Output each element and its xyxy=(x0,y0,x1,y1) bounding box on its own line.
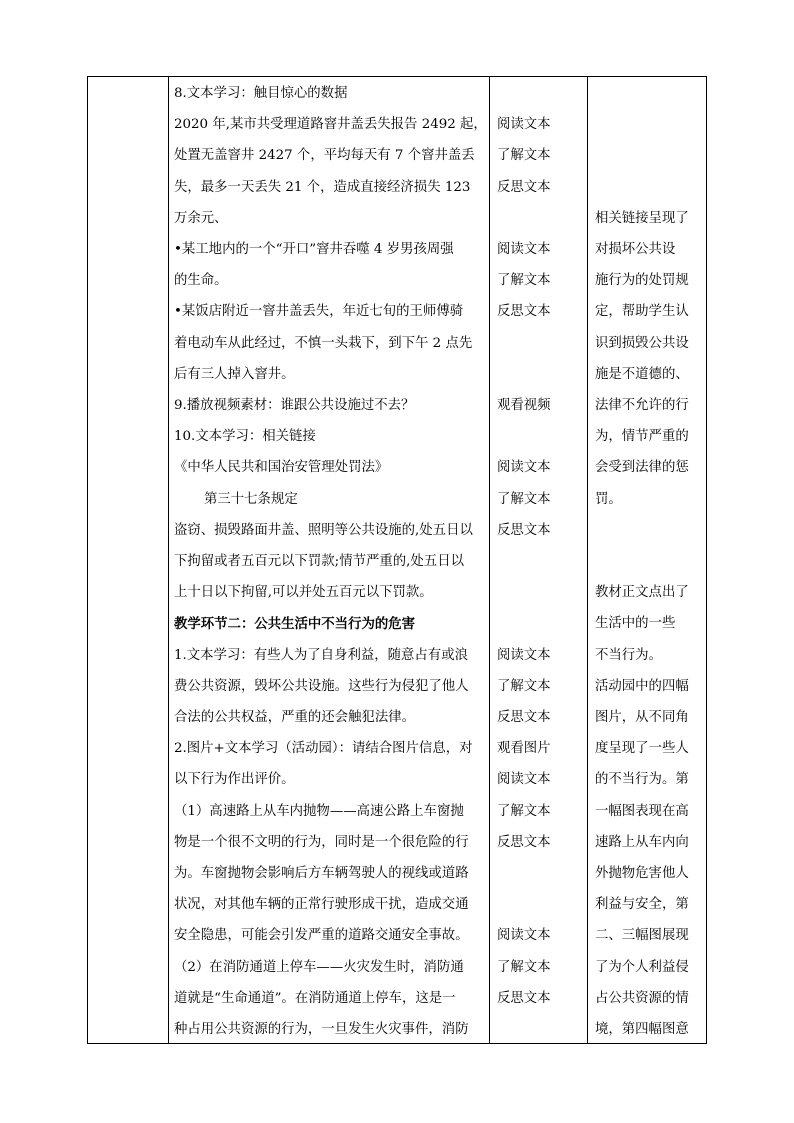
student-activity-line: 反思文本 xyxy=(497,304,551,320)
design-intent-line: 会受到法律的惩 xyxy=(595,460,689,476)
student-activity-line: 阅读文本 xyxy=(497,647,551,663)
content-line: 教学环节二：公共生活中不当行为的危害 xyxy=(174,616,416,633)
design-intent-line: 施行为的处罚规 xyxy=(595,273,689,289)
column-divider xyxy=(168,77,169,1043)
design-intent-line: 识到损毁公共设 xyxy=(595,335,689,351)
student-activity-line: 反思文本 xyxy=(497,990,551,1006)
design-intent-line: 生活中的一些 xyxy=(595,616,676,632)
content-line: 2.图片+文本学习（活动园）：请结合图片信息，对 xyxy=(174,741,473,757)
content-line: 安全隐患，可能会引发严重的道路交通安全事故。 xyxy=(174,928,469,944)
content-line: 《中华人民共和国治安管理处罚法》 xyxy=(174,460,389,476)
content-line: 为。车窗抛物会影响后方车辆驾驶人的视线或道路 xyxy=(174,866,469,881)
content-line: 种占用公共资源的行为，一旦发生火灾事件，消防 xyxy=(174,1022,469,1037)
student-activity-line: 观看图片 xyxy=(497,741,551,757)
content-line: 上十日以下拘留,可以并处五百元以下罚款。 xyxy=(174,585,433,601)
student-activity-line: 阅读文本 xyxy=(497,242,551,257)
design-intent-line: 利益与安全，第 xyxy=(595,897,689,913)
student-activity-line: 阅读文本 xyxy=(497,772,551,788)
student-activity-line: 反思文本 xyxy=(497,179,551,195)
design-intent-line: 度呈现了一些人 xyxy=(595,741,689,757)
design-intent-line: 境，第四幅图意 xyxy=(595,1022,689,1037)
design-intent-line: 不当行为。 xyxy=(595,647,662,663)
student-activity-line: 了解文本 xyxy=(497,491,551,507)
design-intent-line: 一幅图表现在高 xyxy=(595,803,689,819)
design-intent-line: 速路上从车内向 xyxy=(595,834,689,850)
content-line: •某工地内的一个“开口”窨井吞噬 4 岁男孩周强 xyxy=(174,242,454,257)
design-intent-line: 图片，从不同角 xyxy=(595,710,689,725)
student-activity-line: 了解文本 xyxy=(497,148,551,164)
content-line: （2）在消防通道上停车——火灾发生时，消防通 xyxy=(174,959,464,975)
content-line: 1.文本学习：有些人为了自身利益，随意占有或浪 xyxy=(174,647,468,663)
design-intent-line: 为，情节严重的 xyxy=(595,429,689,445)
content-line: 费公共资源，毁坏公共设施。这些行为侵犯了他人 xyxy=(174,678,469,694)
design-intent-line: 的不当行为。第 xyxy=(595,772,689,788)
design-intent-line: 占公共资源的情 xyxy=(595,990,689,1006)
student-activity-line: 阅读文本 xyxy=(497,117,551,133)
design-intent-line: 相关链接呈现了 xyxy=(595,210,689,226)
content-line: 以下行为作出评价。 xyxy=(174,772,295,788)
content-line: 状况，对其他车辆的正常行驶形成干扰，造成交通 xyxy=(174,897,469,913)
student-activity-line: 反思文本 xyxy=(497,834,551,850)
design-intent-line: 二、三幅图展现 xyxy=(595,928,689,944)
student-activity-line: 观看视频 xyxy=(497,398,551,413)
content-line: 盗窃、损毁路面井盖、照明等公共设施的,处五日以 xyxy=(174,522,473,538)
student-activity-line: 了解文本 xyxy=(497,678,551,694)
content-line: 10.文本学习：相关链接 xyxy=(174,429,316,445)
student-activity-line: 阅读文本 xyxy=(497,460,551,476)
design-intent-line: 罚。 xyxy=(595,491,622,507)
student-activity-line: 了解文本 xyxy=(497,959,551,975)
student-activity-line: 了解文本 xyxy=(497,273,551,289)
design-intent-line: 外抛物危害他人 xyxy=(595,866,689,881)
design-intent-line: 施是不道德的、 xyxy=(595,366,689,382)
content-line: 着电动车从此经过，不慎一头栽下，到下午 2 点先 xyxy=(174,335,473,351)
content-line: 万余元、 xyxy=(174,210,228,226)
column-divider xyxy=(489,77,490,1043)
content-line: 下拘留或者五百元以下罚款;情节严重的,处五日以 xyxy=(174,554,464,569)
content-line: •某饭店附近一窨井盖丢失，年近七旬的王师傅骑 xyxy=(174,304,464,320)
content-line: 合法的公共权益，严重的还会触犯法律。 xyxy=(174,710,416,725)
content-line: 8.文本学习：触目惊心的数据 xyxy=(174,86,348,101)
content-line: 处置无盖窨井 2427 个，平均每天有 7 个窨井盖丢 xyxy=(174,148,475,164)
content-line: 后有三人掉入窨井。 xyxy=(174,366,295,382)
student-activity-line: 反思文本 xyxy=(497,710,551,725)
content-line: （1）高速路上从车内抛物——高速公路上车窗抛 xyxy=(174,803,464,819)
content-line: 2020 年,某市共受理道路窨井盖丢失报告 2492 起， xyxy=(174,117,487,133)
content-line: 9.播放视频素材：谁跟公共设施过不去？ xyxy=(174,398,415,413)
column-divider xyxy=(587,77,588,1043)
lesson-table xyxy=(87,76,707,1044)
design-intent-line: 活动园中的四幅 xyxy=(595,678,689,694)
student-activity-line: 反思文本 xyxy=(497,522,551,538)
design-intent-line: 法律不允许的行 xyxy=(595,398,689,413)
content-line: 物是一个很不文明的行为，同时是一个很危险的行 xyxy=(174,834,469,850)
content-line: 的生命。 xyxy=(174,273,228,289)
design-intent-line: 教材正文点出了 xyxy=(595,585,689,601)
content-line: 道就是“生命通道”。在消防通道上停车，这是一 xyxy=(174,990,456,1006)
design-intent-line: 定，帮助学生认 xyxy=(595,304,689,320)
student-activity-line: 阅读文本 xyxy=(497,928,551,944)
content-line: 失，最多一天丢失 21 个，造成直接经济损失 123 xyxy=(174,179,471,195)
design-intent-line: 对损坏公共设 xyxy=(595,242,676,257)
design-intent-line: 了为个人利益侵 xyxy=(595,959,689,975)
content-line: 第三十七条规定 xyxy=(204,491,298,507)
student-activity-line: 了解文本 xyxy=(497,803,551,819)
